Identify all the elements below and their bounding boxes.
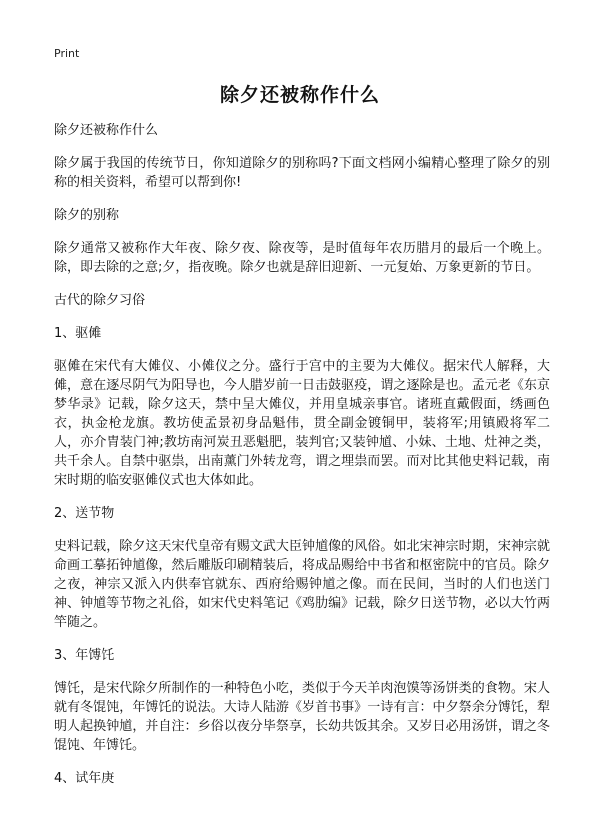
document-body: [54, 121, 550, 802]
custom-heading-3: 3、年馎饦: [54, 648, 115, 663]
document-title: 除夕还被称作什么: [219, 84, 380, 106]
custom-heading-2: 2、送节物: [54, 506, 115, 521]
alias-paragraph: 除夕通常又被称作大年夜、除夕夜、除夜等，是时值每年农历腊月的最后一个晚上。除，即去除的之意;夕，指夜晚。除夕也就是辞旧迎新、一元复始、万象更新的节日。: [54, 241, 550, 275]
custom-paragraph-3: 馎饦，是宋代除夕所制作的一种特色小吃，类似于今天羊肉泡馍等汤饼类的食物。宋人就有冬馄饨，年馎饦的说法。大诗人陆游《岁首书事》一诗有言：中夕祭余分馎饦，犁明人起换钟馗，并自注：乡俗以夜分毕祭享，长幼共饭其余。又岁日必用汤饼，谓之冬馄饨、年馎饦。: [54, 681, 550, 753]
custom-paragraph-2: 史料记载，除夕这天宋代皇帝有赐文武大臣钟馗像的风俗。如北宋神宗时期，宋神宗就命画工摹拓钟馗像，然后雕版印刷精装后，将成品赐给中书省和枢密院中的官员。除夕之夜，神宗又派入内供奉官就东、西府给赐钟馗之像。而在民间，当时的人们也送门神、钟馗等节物之礼俗，如宋代史料笔记《鸡肋编》记载，除夕日送节物，必以大竹两竿随之。: [54, 539, 550, 630]
intro-paragraph: 除夕属于我国的传统节日，你知道除夕的别称吗?下面文档网小编精心整理了除夕的别称的相关资料，希望可以帮到你!: [54, 156, 550, 190]
section-heading: 除夕还被称作什么: [54, 123, 159, 138]
print-link[interactable]: Print: [54, 47, 80, 60]
custom-heading-4: 4、试年庚: [54, 771, 115, 786]
custom-paragraph-1: 驱傩在宋代有大傩仪、小傩仪之分。盛行于宫中的主要为大傩仪。据宋代人解释，大傩，意在逐尽阴气为阳导也，今人腊岁前一日击鼓驱疫，谓之逐除是也。孟元老《东京梦华录》记载，除夕这天，禁中呈大傩仪，并用皇城亲事官。诸班直戴假面，绣画色衣，执金枪龙旗。教坊使孟景初身品魁伟，贯全副金镀铜甲，装将军;用镇殿将军二人，亦介胄装门神;教坊南河炭丑恶魁肥，装判官;又装钟馗、小妹、土地、灶神之类，共千余人。自禁中驱祟，出南薰门外转龙弯，谓之埋祟而罢。而对比其他史料记载，南宋时期的临安驱傩仪式也大体如此。: [54, 359, 550, 488]
section-heading: 古代的除夕习俗: [54, 293, 146, 308]
custom-heading-1: 1、驱傩: [54, 326, 102, 341]
section-heading: 除夕的别称: [54, 208, 120, 223]
